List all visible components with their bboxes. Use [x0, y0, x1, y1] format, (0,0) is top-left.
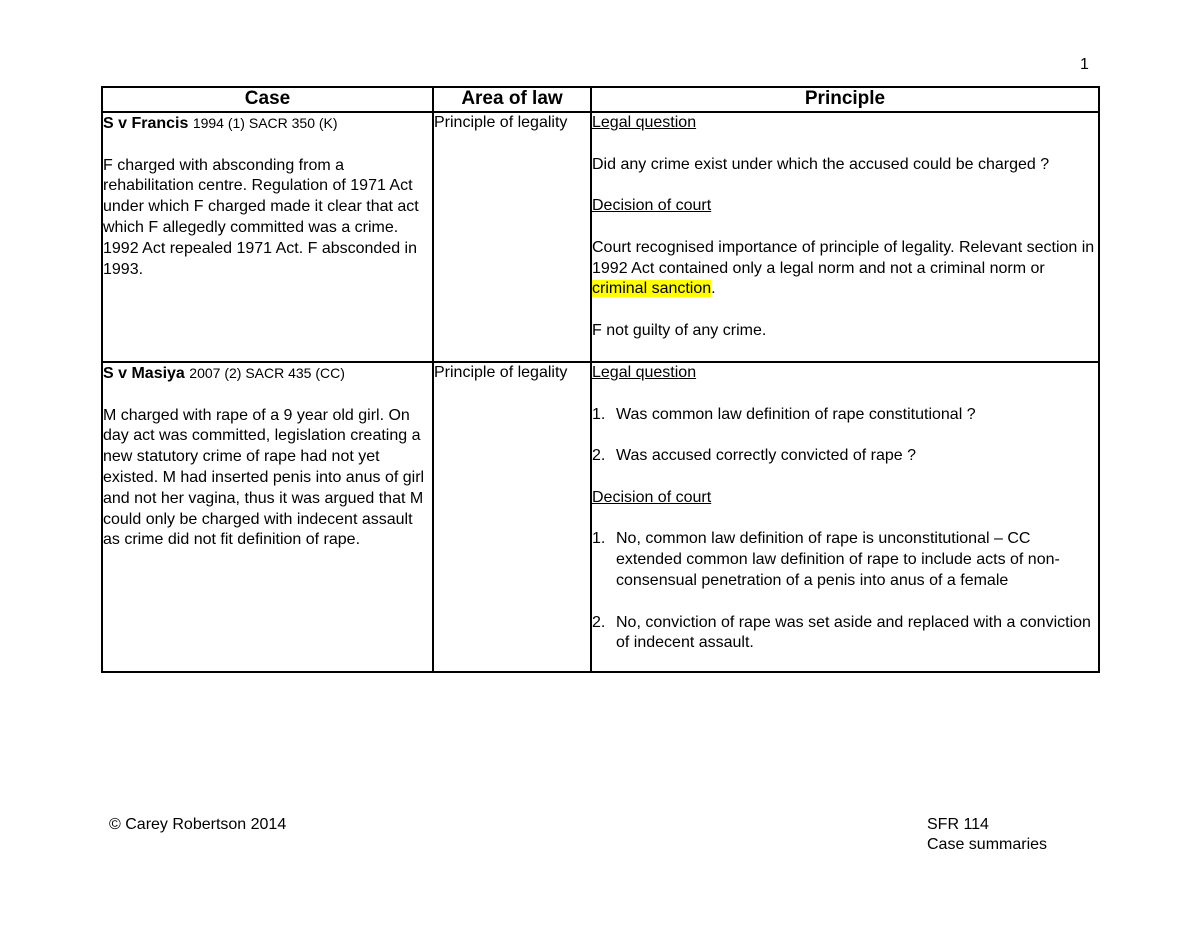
- document-type: Case summaries: [927, 836, 1048, 853]
- list-number: 1.: [592, 405, 606, 423]
- list-number: 2.: [592, 613, 606, 631]
- case-heading: [103, 363, 432, 385]
- list-item: [592, 405, 1098, 426]
- case-cell: [102, 112, 433, 362]
- list-text: Was accused correctly convicted of rape ?: [616, 447, 916, 465]
- header-principle: Principle: [591, 87, 1099, 112]
- decision-heading: Decision of court: [592, 197, 712, 215]
- list-number: 2.: [592, 447, 606, 465]
- decision-text: [592, 238, 1098, 300]
- table-row: [102, 112, 1099, 362]
- list-text: Was common law definition of rape constitutional ?: [616, 405, 976, 423]
- area-cell: Principle of legality: [433, 112, 591, 362]
- case-facts: M charged with rape of a 9 year old girl. On day act was committed, legislation creating a new statutory crime of rape had not yet existed. M had inserted penis into anus of girl and not her vagina, thus it was argued that M could only be charged with indecent assault as crime did not fit definition of rape.: [103, 406, 425, 549]
- list-text: No, conviction of rape was set aside and replaced with a conviction of indecent assault.: [616, 613, 1091, 652]
- footer-copyright: © Carey Robertson 2014: [109, 816, 287, 833]
- page-number: 1: [1080, 56, 1089, 73]
- highlighted-text: criminal sanction: [592, 280, 712, 298]
- decision-text-main: Court recognised importance of principle of legality. Relevant section in 1992 Act contained only a legal norm and not a criminal norm or: [592, 238, 1095, 277]
- case-name: S v Masiya: [103, 365, 185, 382]
- list-number: 1.: [592, 530, 606, 548]
- table-row: [102, 362, 1099, 672]
- legal-question-heading: Legal question: [592, 364, 697, 381]
- case-citation: 1994 (1) SACR 350 (K): [192, 115, 338, 131]
- list-item: [592, 529, 1098, 591]
- case-heading: [103, 113, 432, 135]
- list-item: [592, 446, 1098, 467]
- table-header-row: [102, 87, 1099, 112]
- list-item: [592, 613, 1098, 655]
- principle-cell: [591, 362, 1099, 672]
- legal-question-text: Did any crime exist under which the accused could be charged ?: [592, 155, 1050, 173]
- case-facts: F charged with absconding from a rehabilitation centre. Regulation of 1971 Act under which F charged made it clear that act which F allegedly committed was a crime. 1992 Act repealed 1971 Act. F absconded in 1993.: [103, 156, 419, 278]
- legal-question-heading: Legal question: [592, 114, 697, 131]
- course-code: SFR 114: [927, 816, 989, 833]
- decision-heading: Decision of court: [592, 488, 712, 506]
- list-text: No, common law definition of rape is unconstitutional – CC extended common law definition of rape to include acts of non-consensual penetration of a penis into anus of a female: [616, 530, 1060, 589]
- principle-cell: [591, 112, 1099, 362]
- conclusion-text: F not guilty of any crime.: [592, 321, 767, 339]
- decision-text-end: .: [711, 280, 716, 298]
- case-cell: [102, 362, 433, 672]
- area-cell: Principle of legality: [433, 362, 591, 672]
- footer-course-info: [927, 815, 1047, 855]
- header-area-of-law: Area of law: [433, 87, 591, 112]
- header-case: Case: [102, 87, 433, 112]
- case-citation: 2007 (2) SACR 435 (CC): [189, 365, 345, 381]
- case-table: [101, 86, 1100, 673]
- case-name: S v Francis: [103, 115, 189, 132]
